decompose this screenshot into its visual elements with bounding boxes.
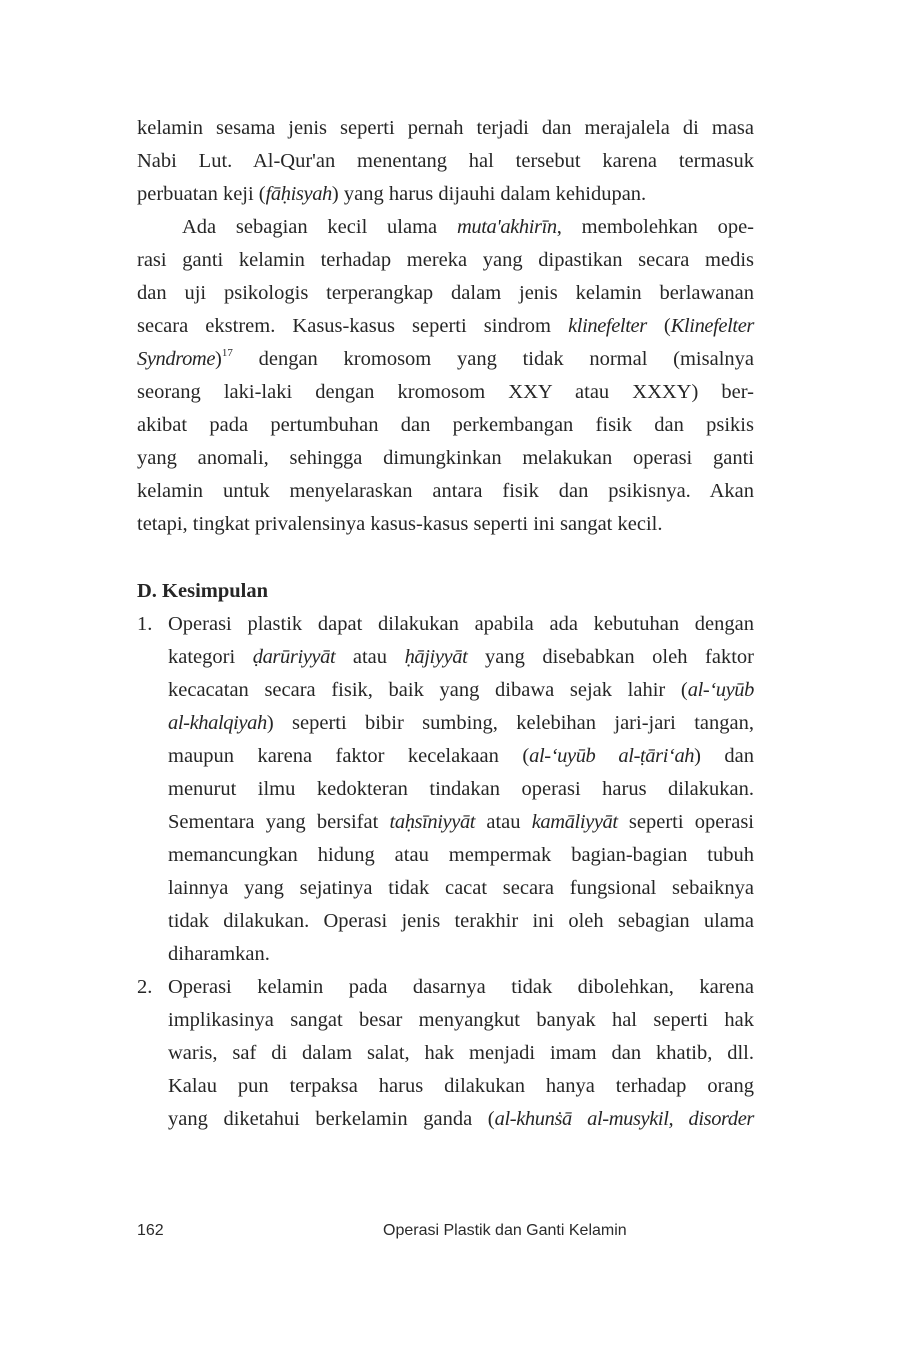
- text-line: [168, 740, 754, 773]
- text-run: perbuatan keji (: [137, 183, 266, 205]
- text-line: [137, 244, 754, 277]
- text-run: dan uji psikologis terperangkap dalam jenis kelamin berlawanan: [137, 282, 754, 304]
- text-line: [168, 773, 754, 806]
- text-line: [168, 872, 754, 905]
- text-line: [168, 839, 754, 872]
- list-item: [137, 971, 754, 1136]
- text-line: [168, 707, 754, 740]
- italic-term: klinefelter: [568, 315, 647, 337]
- text-run: menurut ilmu kedokteran tindakan operasi harus dilakukan.: [168, 778, 754, 800]
- text-line: [168, 641, 754, 674]
- text-line: [137, 112, 754, 145]
- italic-term: muta'akhirīn: [456, 216, 557, 238]
- text-line: [168, 608, 754, 641]
- body-paragraphs: [137, 112, 754, 541]
- text-run: waris, saf di dalam salat, hak menjadi imam dan khatib, dll.: [168, 1042, 754, 1064]
- text-run: Operasi plastik dapat dilakukan apabila ada kebutuhan dengan: [168, 613, 754, 635]
- italic-term: Syndrome: [137, 348, 216, 370]
- text-run: seperti operasi: [617, 811, 754, 833]
- text-run: ) dan: [694, 745, 754, 767]
- text-line: [137, 343, 754, 376]
- text-line: [168, 905, 754, 938]
- text-line: [137, 277, 754, 310]
- italic-term: ḍarūriyyāt: [252, 646, 336, 668]
- text-run: memancungkan hidung atau mempermak bagian-bagian tubuh: [168, 844, 754, 866]
- text-run: kategori: [168, 646, 253, 668]
- text-line: [137, 508, 754, 541]
- text-run: rasi ganti kelamin terhadap mereka yang dipastikan secara medis: [137, 249, 754, 271]
- footnote-ref: 17: [221, 347, 233, 359]
- text-run: kelamin untuk menyelaraskan antara fisik dan psikisnya. Akan: [137, 480, 754, 502]
- text-line: [137, 442, 754, 475]
- text-run: dengan kromosom yang tidak normal (misalnya: [232, 348, 754, 370]
- text-run: diharamkan.: [168, 943, 270, 965]
- text-line: [168, 1037, 754, 1070]
- text-run: implikasinya sangat besar menyangkut banyak hal seperti hak: [168, 1009, 754, 1031]
- text-run: (: [646, 315, 671, 337]
- text-line: [137, 211, 754, 244]
- text-run: yang anomali, sehingga dimungkinkan melakukan operasi ganti: [137, 447, 754, 469]
- conclusion-list: [137, 608, 754, 1136]
- text-line: [168, 674, 754, 707]
- italic-term: fāḥisyah: [265, 183, 332, 205]
- text-run: akibat pada pertumbuhan dan perkembangan fisik dan psikis: [137, 414, 754, 436]
- list-item: [137, 608, 754, 971]
- italic-term: ḥājiyyāt: [404, 646, 468, 668]
- text-run: tetapi, tingkat privalensinya kasus-kasus seperti ini sangat kecil.: [137, 513, 663, 535]
- page-number: 162: [137, 1222, 164, 1239]
- italic-term: kamāliyyāt: [531, 811, 618, 833]
- italic-term: al-khalqiyah: [168, 712, 267, 734]
- text-run: ) seperti bibir sumbing, kelebihan jari-jari tangan,: [266, 712, 754, 734]
- text-run: Sementara yang bersifat: [168, 811, 390, 833]
- italic-term: taḥsīniyyāt: [389, 811, 476, 833]
- text-run: maupun karena faktor kecelakaan (: [168, 745, 530, 767]
- text-run: atau: [475, 811, 532, 833]
- italic-term: al-khunṡā al-musykil, disorder: [494, 1108, 754, 1130]
- text-run: tidak dilakukan. Operasi jenis terakhir ini oleh sebagian ulama: [168, 910, 754, 932]
- text-run: Kalau pun terpaksa harus dilakukan hanya terhadap orang: [168, 1075, 754, 1097]
- text-line: [137, 145, 754, 178]
- text-line: [137, 376, 754, 409]
- text-run: atau: [335, 646, 405, 668]
- text-line: [168, 1103, 754, 1136]
- text-line: [137, 475, 754, 508]
- text-line: [168, 806, 754, 839]
- section-heading: D. Kesimpulan: [137, 580, 268, 602]
- italic-term: al-‘uyūb: [687, 679, 754, 701]
- text-run: kelamin sesama jenis seperti pernah terjadi dan merajalela di masa: [137, 117, 754, 139]
- text-line: [137, 409, 754, 442]
- text-line: [168, 1070, 754, 1103]
- text-run: seorang laki-laki dengan kromosom XXY atau XXXY) ber-: [137, 381, 754, 403]
- text-run: lainnya yang sejatinya tidak cacat secara fungsional sebaiknya: [168, 877, 754, 899]
- text-run: yang diketahui berkelamin ganda (: [168, 1108, 495, 1130]
- text-run: secara ekstrem. Kasus-kasus seperti sindrom: [137, 315, 569, 337]
- text-run: kecacatan secara fisik, baik yang dibawa sejak lahir (: [168, 679, 688, 701]
- page-body: [137, 112, 754, 1136]
- list-number: 2.: [137, 976, 153, 998]
- italic-term: al-‘uyūb al-ṭāri‘ah: [529, 745, 695, 767]
- text-line: [168, 971, 754, 1004]
- text-line: [137, 178, 754, 211]
- text-line: [137, 310, 754, 343]
- text-run: Nabi Lut. Al-Qur'an menentang hal tersebut karena termasuk: [137, 150, 754, 172]
- text-run: , membolehkan ope-: [556, 216, 754, 238]
- running-title: Operasi Plastik dan Ganti Kelamin: [383, 1222, 627, 1239]
- text-line: [168, 938, 754, 971]
- paragraph: [137, 112, 754, 211]
- paragraph: [137, 211, 754, 541]
- text-run: yang disebabkan oleh faktor: [467, 646, 754, 668]
- text-run: Ada sebagian kecil ulama: [182, 216, 457, 238]
- text-line: [168, 1004, 754, 1037]
- text-run: ): [215, 348, 222, 370]
- italic-term: Klinefelter: [670, 315, 754, 337]
- text-run: Operasi kelamin pada dasarnya tidak dibolehkan, karena: [168, 976, 754, 998]
- list-number: 1.: [137, 613, 153, 635]
- text-run: ) yang harus dijauhi dalam kehidupan.: [331, 183, 647, 205]
